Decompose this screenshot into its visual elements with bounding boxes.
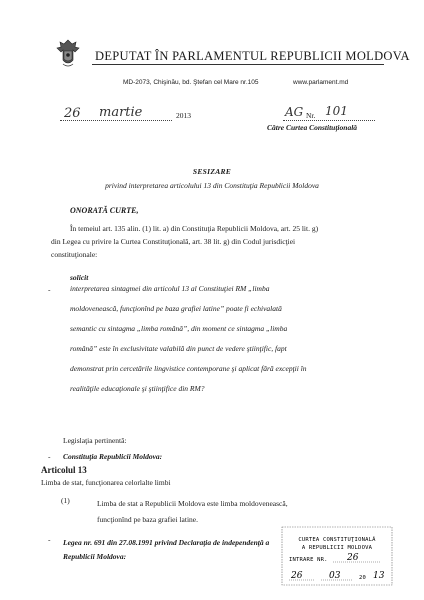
stamp-intrare-label: INTRARE NR. — [289, 557, 328, 563]
stamp-line-2: A REPUBLICII MOLDOVA — [301, 545, 373, 551]
bullet-dash: - — [48, 285, 51, 294]
law-line-1: Legea nr. 691 din 27.08.1991 privind Declaraţia de independenţă a — [63, 538, 270, 547]
article-paragraph-line-2: funcţionînd pe baza grafiei latine. — [97, 515, 198, 524]
bullet-dash: - — [48, 535, 51, 544]
solicit-label: solicit — [70, 273, 89, 282]
request-line-4: română” este în exclusivitate valabilă din punct de vedere ştiinţific, fapt — [70, 344, 287, 353]
article-heading: Articolul 13 — [41, 465, 87, 475]
reference-nr-label: Nr. — [306, 111, 316, 120]
bullet-dash: - — [48, 452, 51, 461]
stamp-date-year-suffix: 13 — [373, 571, 385, 581]
intro-line-2: din Legea cu privire la Curtea Constituţională, art. 38 lit. g) din Codul jurisdicţiei — [51, 237, 296, 246]
request-line-2: moldovenească, funcţionînd pe baza grafiei latine” poate fi echivalată — [70, 304, 282, 313]
date-month: martie — [99, 105, 143, 120]
stamp-date-year-prefix: 20 — [359, 575, 367, 581]
constitution-label: Constituţia Republicii Moldova: — [63, 452, 163, 461]
article-subtitle: Limba de stat, funcţionarea celorlalte limbi — [41, 478, 171, 487]
salutation: ONORATĂ CURTE, — [70, 206, 139, 215]
reference-underline — [283, 120, 375, 121]
moldova-coat-of-arms-icon — [55, 38, 81, 70]
request-line-1: interpretarea sintagmei din articolul 13 al Constituţiei RM „limba — [70, 284, 270, 293]
date-day: 26 — [64, 106, 81, 121]
registration-stamp — [281, 526, 393, 588]
intro-line-3: constituţionale: — [51, 250, 98, 259]
request-line-6: realităţile educaţionale şi ştiinţifice din RM? — [70, 384, 205, 393]
request-line-5: demonstrat prin cercetările lingvistice contemporane şi aplicat fără excepţii în — [70, 364, 307, 373]
intro-line-1: În temeiul art. 135 alin. (1) lit. a) din Constituţia Republicii Moldova, art. 25 lit. g) — [70, 224, 319, 233]
legislation-label: Legislaţia pertinentă: — [63, 436, 127, 445]
stamp-date-month: 03 — [329, 571, 341, 581]
stamp-intrare-value: 26 — [347, 553, 359, 563]
addressee: Către Curtea Constituţională — [267, 123, 358, 132]
request-line-3: semantic cu sintagma „limba română”, din moment ce sintagma „limba — [70, 324, 288, 333]
stamp-date-day: 26 — [291, 571, 303, 581]
law-line-2: Republicii Moldova: — [63, 552, 127, 561]
article-paragraph-number: (1) — [61, 496, 70, 505]
letterhead-address: MD-2073, Chişinău, bd. Ştefan cel Mare nr.105 — [123, 79, 259, 86]
date-underline — [60, 120, 172, 121]
stamp-line-1: CURTEA CONSTITUŢIONALĂ — [298, 537, 376, 543]
letterhead-title: DEPUTAT ÎN PARLAMENTUL REPUBLICII MOLDOVA — [95, 49, 410, 63]
reference-initials: AG — [285, 105, 304, 119]
date-year: 2013 — [176, 111, 191, 120]
document-title: SESIZARE — [192, 167, 232, 176]
document-subject: privind interpretarea articolului 13 din Constituţia Republicii Moldova — [105, 181, 319, 190]
article-paragraph-line-1: Limba de stat a Republicii Moldova este limba moldovenească, — [97, 499, 288, 508]
letterhead-rule — [92, 64, 384, 65]
letterhead-website: www.parlament.md — [293, 79, 349, 86]
reference-number: 101 — [325, 104, 348, 118]
